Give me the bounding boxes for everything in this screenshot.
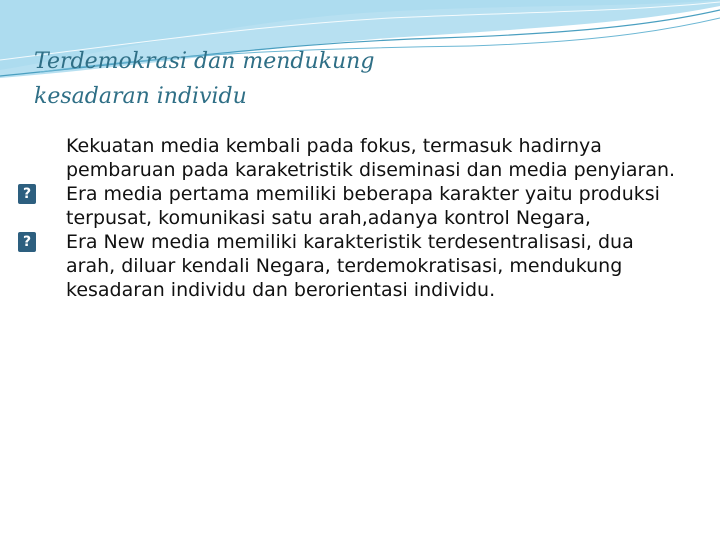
slide-body — [18, 134, 678, 302]
slide-title-line-2: kesadaran individu — [34, 84, 247, 109]
paragraph-first-era — [18, 182, 678, 230]
paragraph-intro — [18, 134, 678, 182]
slide-title — [34, 44, 414, 114]
bullet-box-icon: ? — [18, 232, 36, 252]
slide-title-line-1: Terdemokrasi dan mendukung — [34, 49, 375, 74]
paragraph-new-media — [18, 230, 678, 302]
bullet-box-icon: ? — [18, 184, 36, 204]
paragraph-intro-text: Kekuatan media kembali pada fokus, termasuk hadirnya pembaruan pada karaketristik diseminasi dan media penyiaran. — [66, 135, 676, 181]
paragraph-first-era-text: Era media pertama memiliki beberapa karakter yaitu produksi terpusat, komunikasi satu arah,adanya kontrol Negara, — [66, 183, 660, 229]
paragraph-new-media-text: Era New media memiliki karakteristik terdesentralisasi, dua arah, diluar kendali Negara, terdemokratisasi, mendukung kesadaran individu dan berorientasi individu. — [66, 231, 634, 301]
